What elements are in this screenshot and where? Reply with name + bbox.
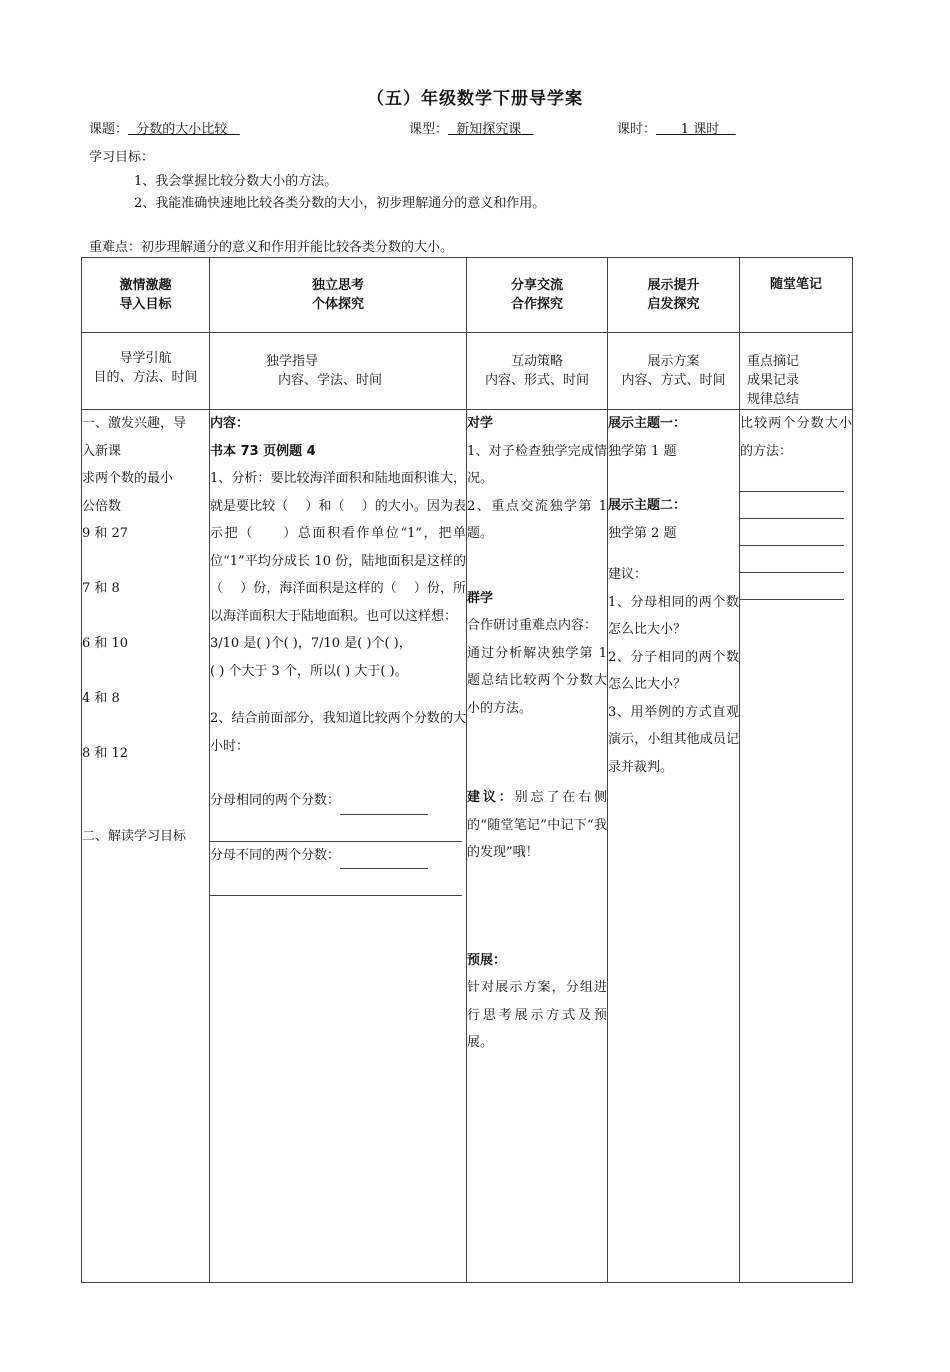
number-pair: 9 和 27: [82, 526, 129, 541]
advice-label: 建议：: [608, 567, 648, 582]
subheader-col4: 展示方案 内容、方式、时间: [608, 333, 740, 410]
note-line[interactable]: [740, 519, 844, 546]
header-col2: 独立思考 个体探究: [210, 258, 467, 333]
period-label: 课时：: [617, 122, 657, 137]
subheader-row: [82, 333, 853, 410]
topic-value: 分数的大小比较: [128, 122, 240, 137]
goals-label: 学习目标：: [89, 150, 155, 165]
preview-label: 预展：: [467, 952, 507, 968]
notes-prompt: 比较两个分数大小的方法：: [740, 416, 852, 459]
subheader-col3: 互动策略 内容、形式、时间: [467, 333, 608, 410]
theme-2-label: 展示主题二：: [608, 498, 687, 513]
header-col1: 激情激趣 导入目标: [82, 258, 210, 333]
example-reference: 书本 73 页例题 4: [210, 443, 316, 459]
answer-line[interactable]: [210, 815, 462, 842]
subheader-col2: 独学指导 内容、学法、时间: [210, 333, 467, 410]
page-title: （五）年级数学下册导学案: [367, 89, 583, 109]
lesson-type-value: 新知探究课: [448, 122, 534, 137]
notes-column: [740, 410, 853, 1283]
analysis-text: 1、分析：要比较海洋面积和陆地面积谁大，就是要比较（ ）和（ ）的大小。因为表示把（ ）总面积看作单位“1”，把单位“1”平均分成长 10 份，陆地面积是这样的（ ）份，海洋面积是这样的（ ）份，所以海洋面积大于陆地面积。也可以这样想：: [210, 471, 466, 624]
diff-denominator-line: 分母不同的两个分数：: [210, 842, 466, 870]
self-study-column: [210, 410, 467, 1283]
subheader-col1: 导学引航 目的、方法、时间: [82, 333, 210, 410]
header-col4: 展示提升 启发探究: [608, 258, 740, 333]
lesson-type-field: [409, 118, 534, 137]
pair-study-label: 对学: [467, 416, 494, 431]
goal-item: 1、我会掌握比较分数大小的方法。: [134, 174, 338, 189]
group-study-label: 群学: [467, 590, 494, 606]
collaboration-column: 对学 1、对子检查独学完成情况。 2、重点交流独学第 1 题。 群学 合作研讨重难点内容： 通过分析解决独学第 1 题总结比较两个分数大小的方法。 建议：别忘了在右侧的“随堂笔记”中记下“我的发现”哦！ 预展： 针对展示方案，分组进行思考展示方式及预展。: [467, 410, 608, 1283]
period-value: 1 课时: [656, 122, 736, 137]
compare-line: ( ) 个大于 3 个，所以( ) 大于( )。: [210, 663, 408, 679]
number-pair: 4 和 8: [82, 691, 120, 706]
intro-column: 一、激发兴趣，导 入新课 求两个数的最小 公倍数 9 和 27 7 和 8 6 和 10 4 和 8 8 和 12 二、解读学习目标: [82, 410, 210, 1283]
compare-line: 3/10 是( )个( )，7/10 是( )个( )，: [210, 636, 412, 651]
subheader-col5: 重点摘记 成果记录 规律总结: [740, 333, 853, 410]
lesson-plan-table: [81, 257, 853, 1283]
same-denominator-line: 分母相同的两个分数：: [210, 787, 466, 815]
presentation-column: 展示主题一： 独学第 1 题 展示主题二： 独学第 2 题 建议： 1、分母相同的两个数怎么比大小？ 2、分子相同的两个数怎么比大小？ 3、用举例的方式直观演示，小组其他成员记录并裁判。: [608, 410, 740, 1283]
answer-blank[interactable]: [340, 794, 428, 815]
number-pair: 8 和 12: [82, 746, 129, 761]
suggestion-text: 建议：别忘了在右侧的“随堂笔记”中记下“我的发现”哦！: [467, 790, 607, 860]
item-2-text: 2、结合前面部分，我知道比较两个分数的大小时：: [210, 711, 466, 754]
header-col3: 分享交流 合作探究: [467, 258, 608, 333]
note-line[interactable]: [740, 546, 844, 573]
theme-1-label: 展示主题一：: [608, 416, 687, 431]
lesson-type-label: 课型：: [409, 122, 449, 137]
note-line[interactable]: [740, 492, 844, 519]
number-pair: 6 和 10: [82, 636, 129, 651]
number-pair: 7 和 8: [82, 581, 120, 596]
content-row: [82, 410, 853, 1283]
topic-field: [89, 118, 240, 137]
key-points: 重难点：初步理解通分的意义和作用并能比较各类分数的大小。: [89, 240, 454, 255]
answer-line[interactable]: [210, 869, 462, 896]
header-row: [82, 258, 853, 333]
header-col5: 随堂笔记: [740, 258, 853, 333]
period-field: [617, 118, 736, 137]
note-line[interactable]: [740, 465, 844, 492]
content-label: 内容：: [210, 416, 250, 431]
section-heading: 二、解读学习目标: [82, 828, 187, 844]
note-line[interactable]: [740, 573, 844, 600]
goal-item: 2、我能准确快速地比较各类分数的大小，初步理解通分的意义和作用。: [134, 196, 546, 211]
answer-blank[interactable]: [340, 848, 428, 869]
topic-label: 课题：: [89, 122, 129, 137]
